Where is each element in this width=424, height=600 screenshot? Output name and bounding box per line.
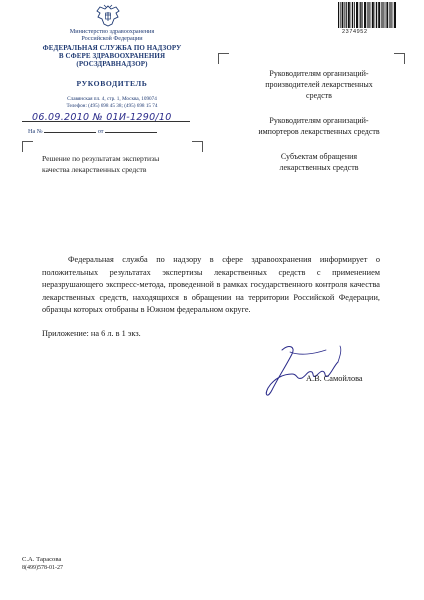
executor-name: С.А. Тарасова: [22, 556, 62, 563]
addressee-importers: Руководителям организаций- импортеров лекарственных средств: [258, 116, 380, 137]
coat-of-arms-emblem: [94, 4, 122, 28]
addressee-manufacturers: Руководителям организаций- производителей лекарственных средств: [265, 69, 373, 101]
corner-mark-top-right: [192, 141, 203, 152]
reference-line: На № от: [28, 128, 157, 135]
executor-phone: 8(499)578-01-27: [22, 565, 63, 571]
barcode: [338, 2, 396, 28]
barcode-number: 2374952: [342, 29, 368, 35]
letter-body: Федеральная служба по надзору в сфере здравоохранения информирует о положительных результатах экспертизы лекарственных средств с применением неразрушающего экспресс-метода, проведенной в рамках государственного контроля качества лекарственных средств, находящихся в обращении на территории Российской Федерации, образцы которых отобраны в Южном федеральном округе.: [42, 255, 380, 315]
letterhead-address: Славянская пл. 4, стр. 1, Москва, 109074 Телефон: (495) 698 45 38; (495) 698 15 74: [66, 96, 158, 110]
corner-mark-addressee-right: [394, 53, 405, 64]
corner-mark-top-left: [22, 141, 33, 152]
appendix-note: Приложение: на 6 л. в 1 экз.: [42, 329, 141, 338]
letter-subject: Решение по результатам экспертизы качества лекарственных средств: [42, 154, 160, 174]
head-title: РУКОВОДИТЕЛЬ: [76, 79, 148, 88]
ministry-name: Министерство здравоохранения Российской Федерации: [69, 28, 155, 43]
corner-mark-addressee-left: [218, 53, 229, 64]
registration-date-number: 06.09.2010 № 01И-1290/10: [32, 112, 172, 123]
service-name: ФЕДЕРАЛЬНАЯ СЛУЖБА ПО НАДЗОРУ В СФЕРЕ ЗДРАВООХРАНЕНИЯ (РОСЗДРАВНАДЗОР): [42, 44, 182, 69]
handwritten-signature: [254, 340, 346, 402]
addressee-subjects: Субъектам обращения лекарственных средств: [279, 152, 359, 173]
signatory-name: А.В. Самойлова: [306, 374, 363, 383]
